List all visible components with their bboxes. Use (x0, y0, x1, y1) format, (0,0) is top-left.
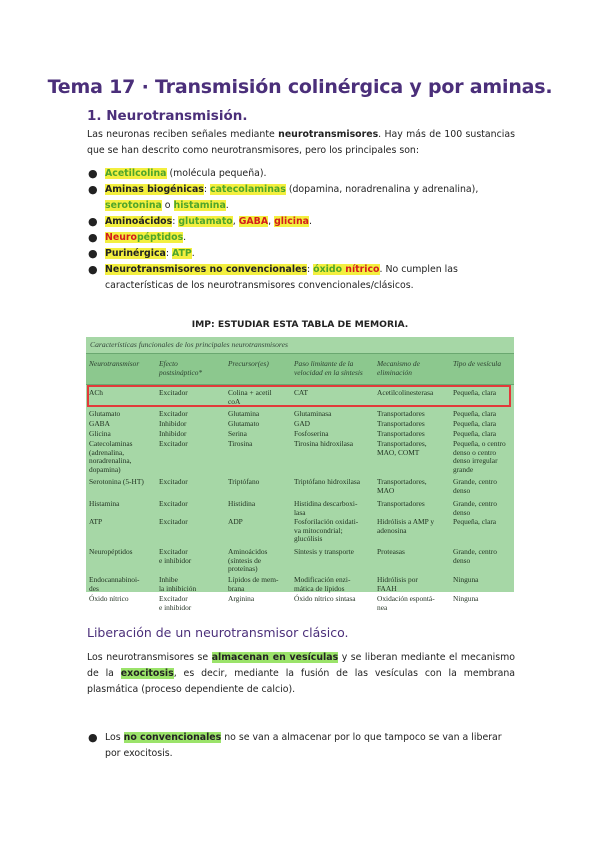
table-header-paso-limitante: velocidad en la síntesis (294, 368, 363, 377)
table-cell-eliminacion: Oxidación espontá- (377, 594, 435, 603)
term-gaba: GABA (238, 216, 269, 227)
table-cell-paso-limitante: Tirosina hidroxilasa (294, 439, 354, 448)
bullet-icon: ● (88, 731, 98, 744)
section-heading-neurotransmision: 1. Neurotransmisión. (87, 108, 248, 124)
term-no-convencionales: Neurotransmisores no convencionales (105, 264, 308, 275)
list-text: (molécula pequeña). (166, 168, 267, 179)
table-cell-eliminacion: Transportadores, (377, 439, 427, 448)
list-text: . No cumplen las características de los neurotransmisores convencionales/clásicos. (105, 264, 458, 291)
table-cell-vesicula: Grande, centro (453, 499, 497, 508)
table-cell-efecto: e inhibidor (159, 555, 192, 565)
table-cell-vesicula: Pequeña, clara (453, 388, 497, 397)
bullet-icon: ● (88, 247, 98, 260)
table-cell-precursor: Serina (228, 429, 247, 438)
table-cell-efecto: Excitador (159, 477, 188, 486)
term-catecolaminas: catecolaminas (210, 184, 286, 195)
table-cell-neurotransmisor: Óxido nítrico (89, 594, 129, 603)
table-cell-vesicula: Grande, centro (453, 477, 497, 486)
table-cell-precursor: brana (228, 583, 245, 593)
table-header-precursor: Precursor(es) (228, 359, 269, 368)
list-item-no-convencionales (88, 262, 515, 294)
bullet-icon: ● (88, 183, 98, 196)
table-cell-paso-limitante: Fosforilación oxidati- (294, 517, 359, 526)
table-cell-vesicula: Pequeña, clara (453, 429, 497, 438)
term-aminas: Aminas biogénicas (105, 184, 204, 195)
table-header-efecto: postsináptico* (159, 368, 203, 377)
table-cell-paso-limitante: GAD (294, 419, 311, 428)
list-text: : (203, 184, 211, 195)
table-header-paso-limitante: Paso limitante de la (294, 359, 354, 368)
table-cell-efecto: Excitador (159, 517, 188, 526)
term-peptidos: péptidos (136, 232, 184, 243)
table-cell-vesicula: Pequeña, clara (453, 517, 497, 526)
intro-keyword: neurotransmisores (278, 129, 379, 140)
table-cell-neurotransmisor: (adrenalina, (89, 447, 125, 457)
table-cell-precursor: ADP (228, 517, 243, 526)
table-header-vesicula: Tipo de vesícula (453, 359, 502, 368)
table-cell-paso-limitante: glucólisis (294, 534, 323, 543)
table-cell-eliminacion: Transportadores, (377, 477, 427, 486)
list-text: o (161, 200, 174, 211)
table-cell-precursor: Triptófano (228, 477, 260, 486)
list-item-aminas (88, 182, 515, 214)
table-cell-neurotransmisor: Serotonina (5-HT) (89, 477, 144, 486)
term-histamina: histamina (173, 200, 226, 211)
table-cell-efecto: Inhibidor (159, 429, 187, 438)
table-cell-neurotransmisor: GABA (89, 419, 110, 428)
table-cell-precursor: Tirosina (228, 439, 253, 448)
table-cell-vesicula: Pequeña, o centro (453, 439, 506, 448)
list-item-acetilcolina (88, 166, 515, 182)
table-cell-paso-limitante: va mitocondrial; (294, 525, 343, 535)
table-cell-eliminacion: adenosina (377, 525, 407, 535)
table-cell-efecto: e inhibidor (159, 602, 192, 612)
table-cell-neurotransmisor: des (89, 583, 99, 593)
list-text: : (307, 264, 314, 275)
table-cell-neurotransmisor: Neuropéptidos (89, 547, 133, 556)
table-cell-neurotransmisor: noradrenalina, (89, 456, 132, 465)
imp-note: IMP: ESTUDIAR ESTA TABLA DE MEMORIA. (191, 319, 409, 330)
table-cell-vesicula: grande (453, 464, 474, 474)
release-bullet-text-2: no se van a almacenar por lo que tampoco se van a liberar por exocitosis. (105, 732, 502, 759)
table-cell-efecto: Inhibe (159, 575, 178, 584)
table-cell-precursor: Histidina (228, 499, 256, 508)
list-item-neuropeptidos (88, 230, 515, 246)
table-cell-eliminacion: Transportadores (377, 409, 425, 418)
table-cell-neurotransmisor: Glicina (89, 429, 111, 438)
table-cell-paso-limitante: lasa (294, 507, 306, 517)
neurotransmitter-table (86, 337, 514, 612)
term-acetilcolina: Acetilcolina (105, 168, 167, 179)
bullet-icon: ● (88, 215, 98, 228)
term-atp: ATP (172, 248, 192, 259)
list-item-purinergica (88, 246, 515, 262)
table-cell-efecto: Excitador (159, 388, 188, 397)
table-cell-neurotransmisor: Endocannabinoi- (89, 575, 140, 584)
table-cell-eliminacion: Acetilcolinesterasa (377, 388, 434, 397)
list-text: . (308, 216, 312, 227)
table-cell-eliminacion: Transportadores (377, 429, 425, 438)
table-cell-neurotransmisor: Catecolaminas (89, 439, 133, 448)
table-cell-vesicula: Pequeña, clara (453, 409, 497, 418)
table-cell-eliminacion: Proteasas (377, 547, 405, 556)
term-no-convencionales-2: no convencionales (123, 732, 222, 743)
table-cell-efecto: la inhibición (159, 583, 197, 593)
table-cell-paso-limitante: Modificación enzi- (294, 575, 351, 584)
table-cell-paso-limitante: mática de lípidos (294, 583, 345, 593)
table-cell-vesicula: denso irregular (453, 456, 498, 465)
table-cell-paso-limitante: Triptófano hidroxilasa (294, 477, 361, 486)
term-almacenan: almacenan en vesículas (211, 652, 339, 663)
table-cell-precursor: Glutamina (228, 409, 260, 418)
table-cell-precursor: Lípidos de mem- (228, 575, 279, 584)
table-cell-paso-limitante: Glutaminasa (294, 409, 332, 418)
table-cell-precursor: Arginina (228, 594, 255, 603)
release-text-3: , es decir, mediante la fusión de las vesículas con la membrana plasmática (proceso dependiente de calcio). (87, 668, 516, 695)
table-cell-paso-limitante: Fosfoserina (294, 429, 329, 438)
list-text: . (191, 248, 195, 259)
table-cell-neurotransmisor: dopamina) (89, 464, 121, 474)
list-text: (dopamina, noradrenalina y adrenalina), (285, 184, 479, 195)
term-purinergica: Purinérgica (105, 248, 166, 259)
table-cell-vesicula: Grande, centro (453, 547, 497, 556)
table-header-eliminacion: Mecanismo de (377, 359, 420, 368)
table-cell-precursor: Colina + acetil (228, 388, 272, 397)
term-neuro: Neuro (105, 232, 137, 243)
table-cell-vesicula: denso o centro (453, 447, 497, 457)
table-cell-efecto: Excitador (159, 409, 188, 418)
table-cell-paso-limitante: Síntesis y transporte (294, 547, 354, 556)
list-item-aminoacidos (88, 214, 515, 230)
term-glicina: glicina (274, 216, 309, 227)
table-header-efecto: Efecto (159, 359, 178, 368)
table-cell-precursor: proteínas) (228, 564, 258, 573)
table-cell-efecto: Excitador (159, 547, 188, 556)
table-cell-precursor: Aminoácidos (228, 547, 268, 556)
intro-text-2: . Hay más de 100 sustancias que se han descrito como neurotransmisores, pero los principales son: (87, 129, 515, 156)
table-cell-eliminacion: MAO, COMT (377, 447, 420, 457)
table-cell-vesicula: denso (453, 485, 471, 495)
release-bullet-text-1: Los (105, 732, 124, 743)
table-cell-precursor: (síntesis de (228, 555, 262, 565)
table-cell-neurotransmisor: Histamina (89, 499, 120, 508)
term-aminoacidos: Aminoácidos (105, 216, 173, 227)
term-oxido: óxido (313, 264, 343, 275)
table-cell-eliminacion: MAO (377, 485, 395, 495)
table-caption: Características funcionales de los principales neurotransmisores (90, 340, 288, 349)
table-cell-efecto: Excitador (159, 499, 188, 508)
bullet-icon: ● (88, 167, 98, 180)
list-text: . (183, 232, 187, 243)
table-cell-neurotransmisor: ATP (89, 517, 103, 526)
table-cell-eliminacion: Transportadores (377, 419, 425, 428)
list-text: , (268, 216, 275, 227)
table-cell-vesicula: Pequeña, clara (453, 419, 497, 428)
term-serotonina: serotonina (105, 200, 162, 211)
bullet-icon: ● (88, 231, 98, 244)
table-cell-paso-limitante: Óxido nítrico sintasa (294, 594, 356, 603)
bullet-icon: ● (88, 263, 98, 276)
table-cell-neurotransmisor: ACh (89, 388, 103, 397)
table-cell-vesicula: Ninguna (453, 575, 479, 584)
table-cell-efecto: Excitador (159, 439, 188, 448)
release-text-1: Los neurotransmisores se (87, 652, 212, 663)
release-paragraph (87, 650, 515, 698)
term-nitrico: nítrico (342, 264, 380, 275)
table-cell-precursor: Glutamato (228, 419, 260, 428)
table-cell-precursor: coA (228, 396, 241, 406)
table-cell-efecto: Inhibidor (159, 419, 187, 428)
table-cell-eliminacion: Hidrólisis por (377, 575, 418, 584)
section-heading-liberacion: Liberación de un neurotransmisor clásico. (87, 625, 349, 640)
table-header-neurotransmisor: Neurotransmisor (89, 359, 140, 368)
intro-text-1: Las neuronas reciben señales mediante (87, 129, 279, 140)
table-cell-vesicula: Ninguna (453, 594, 479, 603)
table-header-eliminacion: eliminación (377, 368, 412, 377)
list-text: , (232, 216, 239, 227)
table-cell-efecto: Excitador (159, 594, 188, 603)
release-text-2: y se liberan mediante el mecanismo de la (87, 652, 516, 679)
table-cell-eliminacion: nea (377, 602, 388, 612)
intro-paragraph (87, 127, 515, 159)
table-cell-eliminacion: FAAH (377, 583, 397, 593)
list-text: : (165, 248, 172, 259)
table-cell-vesicula: denso (453, 555, 471, 565)
table-cell-eliminacion: Transportadores (377, 499, 425, 508)
table-cell-paso-limitante: CAT (294, 388, 308, 397)
term-exocitosis: exocitosis (120, 668, 174, 679)
table-cell-vesicula: denso (453, 507, 471, 517)
list-text: . (225, 200, 229, 211)
table-cell-paso-limitante: Histidina descarboxi- (294, 499, 358, 508)
list-item-release (88, 730, 515, 762)
table-cell-neurotransmisor: Glutamato (89, 409, 121, 418)
table-cell-eliminacion: Hidrólisis a AMP y (377, 517, 435, 526)
page-title: Tema 17 · Transmisión colinérgica y por aminas. (47, 76, 553, 98)
term-glutamato: glutamato (178, 216, 233, 227)
list-text: : (172, 216, 179, 227)
